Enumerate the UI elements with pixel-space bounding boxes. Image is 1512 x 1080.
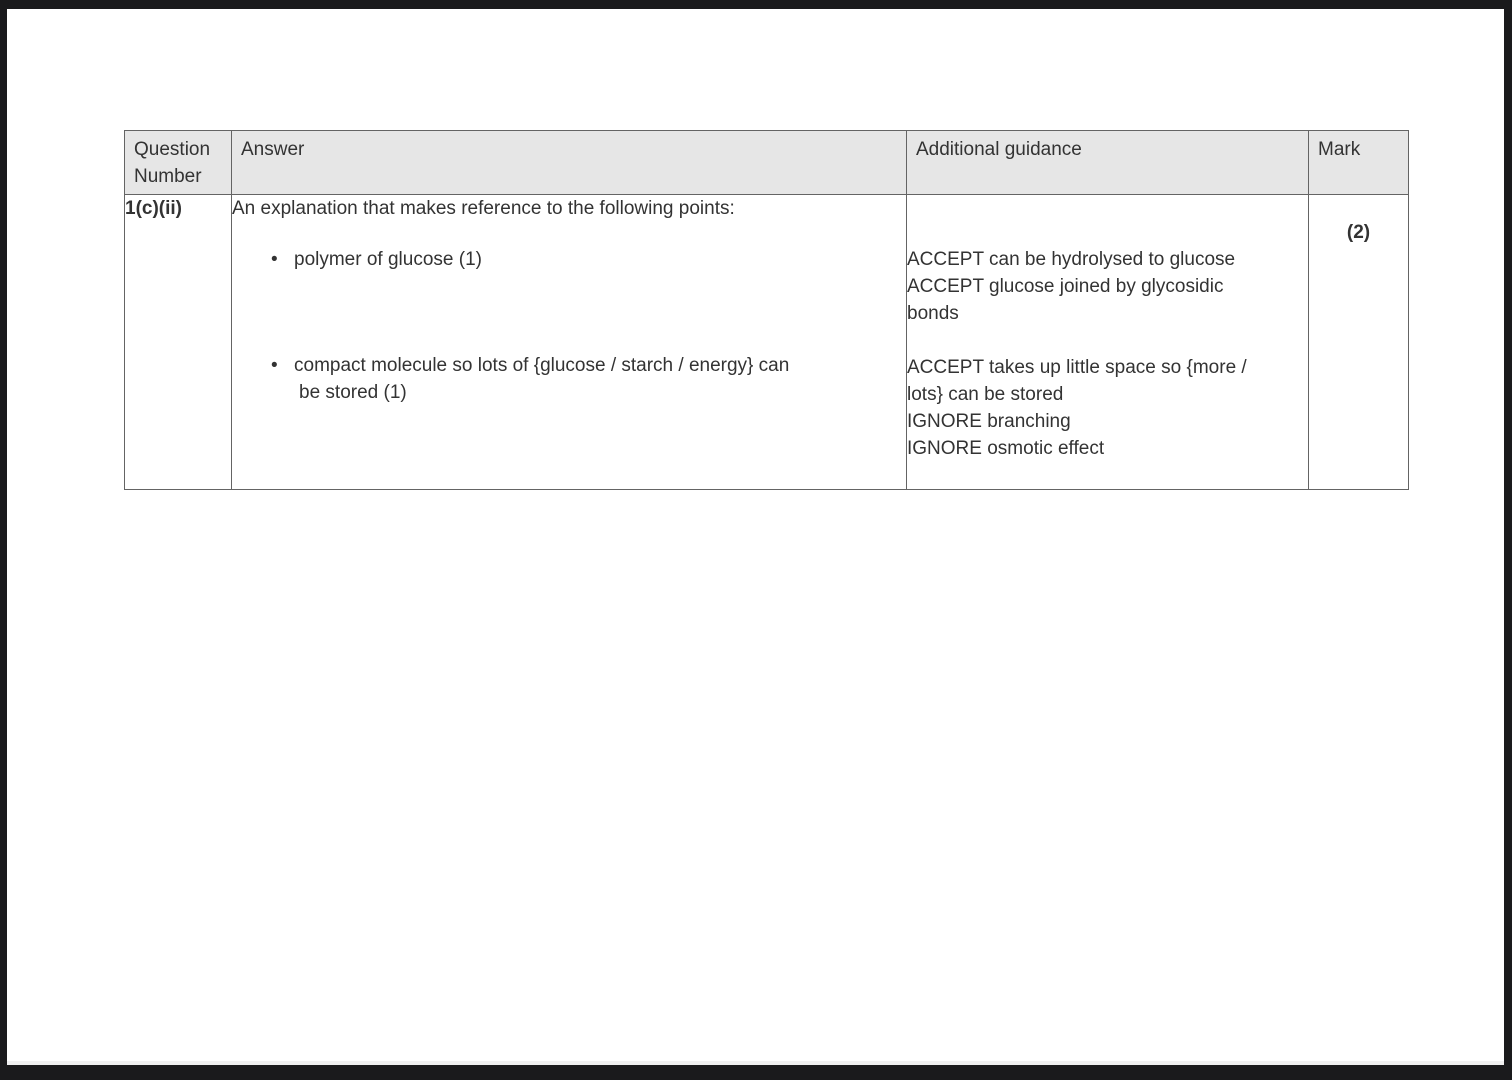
guidance-line: bonds: [907, 303, 959, 324]
guidance-line: lots} can be stored: [907, 384, 1064, 405]
bullet-icon: •: [271, 355, 278, 376]
question-number-cell: [125, 195, 232, 490]
table-header-row: [125, 131, 1409, 195]
answer-bullet-2: [271, 352, 906, 406]
mark-cell: [1309, 195, 1409, 490]
guidance-line: ACCEPT glucose joined by glycosidic: [907, 276, 1224, 297]
guidance-line: ACCEPT can be hydrolysed to glucose: [907, 249, 1236, 270]
mark-value: (2): [1346, 222, 1371, 243]
header-additional-guidance: Additional guidance: [907, 131, 1309, 195]
guidance-line: ACCEPT takes up little space so {more /: [907, 357, 1247, 378]
bullet-icon: •: [271, 249, 278, 270]
document-page: [7, 9, 1504, 1065]
header-question-number: Question Number: [125, 131, 232, 195]
answer-bullet-2-line-2: be stored (1): [299, 382, 407, 403]
question-number-value: 1(c)(ii): [125, 198, 182, 219]
answer-bullet-1-text: polymer of glucose (1): [294, 249, 482, 270]
guidance-line: IGNORE osmotic effect: [907, 438, 1105, 459]
answer-bullet-2-line-1: compact molecule so lots of {glucose / starch / energy} can: [294, 355, 790, 376]
guidance-block-1: [907, 246, 1308, 327]
header-mark: Mark: [1309, 131, 1409, 195]
mark-scheme-table: [124, 130, 1409, 490]
answer-cell: [232, 195, 907, 490]
header-answer: Answer: [232, 131, 907, 195]
additional-guidance-cell: [907, 195, 1309, 490]
guidance-line: IGNORE branching: [907, 411, 1071, 432]
answer-bullet-1: [271, 246, 906, 273]
guidance-block-2: [907, 354, 1308, 462]
answer-intro-text: An explanation that makes reference to the following points:: [232, 198, 735, 219]
table-row: [125, 195, 1409, 490]
